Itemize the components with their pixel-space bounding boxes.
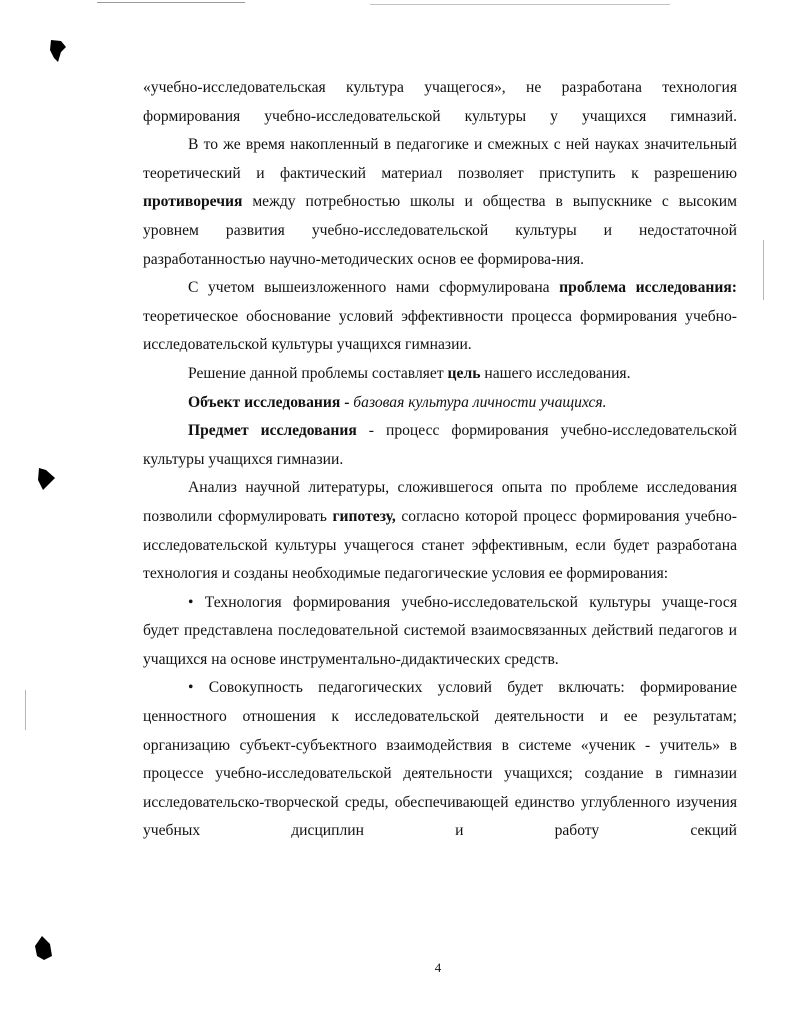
paragraph-3-text-b: теоретическое обоснование условий эффективности процесса формирования учебно-исследовательской культуры учащихся гимназии. xyxy=(143,307,737,354)
binding-hole-mark-top xyxy=(48,38,68,64)
paragraph-continuation xyxy=(143,74,737,131)
scan-line-top-right xyxy=(370,4,670,5)
body-text xyxy=(143,74,737,846)
paragraph-4-text-b: нашего исследования. xyxy=(480,364,631,382)
paragraph-4-text-a: Решение данной проблемы составляет xyxy=(188,364,448,382)
paragraph-7-text-b: согласно которой процесс формирования учебно-исследовательской культуры учащегося станет эффективным, если будет разработана технология и созданы необходимые педагогические условия ее формирования: xyxy=(143,507,738,583)
page-number: 4 xyxy=(434,960,442,975)
paragraph-contradiction xyxy=(143,131,737,274)
bullet-2-text: • Совокупность педагогических условий будет включать: формирование ценностного отношения к исследовательской деятельности и ее результатам; организацию субъект-субъектного взаимодействия в системе «ученик - учитель» в процессе учебно-исследовательской деятельности учащихся; создание в гимназии исследовательско-творческой среды, обеспечивающей единство углубленного изучения учебных дисциплин и работу секций xyxy=(143,679,737,840)
paragraph-goal xyxy=(143,360,737,389)
term-hypothesis: гипотезу, xyxy=(332,507,396,525)
binding-hole-mark-middle xyxy=(37,466,57,492)
paragraph-7-text-a: Анализ научной литературы, сложившегося опыта по проблеме исследования позволили сформулировать xyxy=(143,479,737,525)
binding-hole-mark-bottom xyxy=(34,934,54,962)
term-research-problem: проблема исследования: xyxy=(559,279,737,297)
scan-edge-right xyxy=(763,240,764,300)
bullet-conditions xyxy=(143,674,737,846)
paragraph-2-text-a: В то же время накопленный в педагогике и смежных с ней науках значительный теоретический и фактический материал позволяет приступить к разрешению xyxy=(143,136,737,182)
paragraph-1-text: «учебно-исследовательская культура учащегося», не разработана технология формирования учебно-исследовательской культуры у учащихся гимназий. xyxy=(143,79,737,125)
term-contradiction: противоречия xyxy=(143,193,243,211)
scan-edge-left xyxy=(25,690,26,730)
term-research-subject: Предмет исследования xyxy=(188,422,357,440)
term-goal: цель xyxy=(447,364,481,382)
bullet-technology xyxy=(143,589,737,675)
paragraph-problem xyxy=(143,274,737,360)
paragraph-3-text-a: С учетом вышеизложенного нами сформулирована xyxy=(188,279,560,297)
bullet-1-text: • Технология формирования учебно-исследовательской культуры учаще-гося будет представлена последовательной системой взаимосвязанных действий педагогов и учащихся на основе инструментально-дидактических средств. xyxy=(143,593,737,668)
paragraph-5-text: базовая культура личности учащихся. xyxy=(349,393,607,411)
paragraph-subject xyxy=(143,417,737,474)
term-research-object: Объект исследования - xyxy=(188,393,350,411)
paragraph-2-text-b: между потребностью школы и общества в выпускнике с высоким уровнем развития учебно-исследовательской культуры и недостаточной разработанностью научно-методических основ ее формирова-ния. xyxy=(143,193,737,268)
paragraph-object xyxy=(143,389,737,418)
scan-line-top-left xyxy=(97,2,245,3)
paragraph-hypothesis xyxy=(143,474,737,588)
paragraph-6-text: - процесс формирования учебно-исследовательской культуры учащихся гимназии. xyxy=(143,422,737,468)
